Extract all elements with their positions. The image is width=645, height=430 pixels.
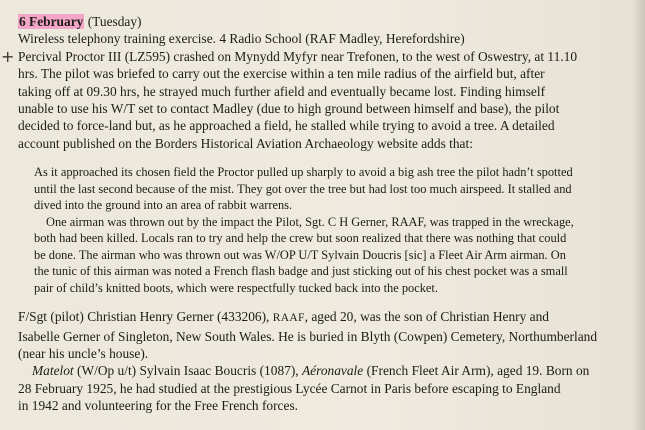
entry-block [18,13,623,152]
entry-line: taking off at 09.30 hrs, he strayed much further afield and eventually became lost. Finding himself [18,83,546,99]
quoted-account [34,164,623,296]
entry-date-highlight: 6 February [19,14,84,29]
entry-date-line [18,13,623,30]
entry-weekday: (Tuesday) [87,14,142,29]
bio-text: F/Sgt (pilot) Christian Henry Gerner (433206), [18,309,273,325]
entry-line: hrs. The pilot was briefed to carry out the exercise within a ten mile radius of the airfield but, after [18,66,545,82]
bio-gerner-line: Isabelle Gerner of Singleton, New South Wales. He is buried in Blyth (Cowpen) Cemetery, Northumberland [18,328,598,344]
entry-line: Wireless telephony training exercise. 4 Radio School (RAF Madley, Herefordshire) [18,31,465,47]
bio-role: Matelot [32,363,74,379]
bio-text: (French Fleet Air Arm), aged 19. Born on [363,363,590,379]
page-edge-shadow [633,0,645,430]
quote-line: until the last second because of the mist. They got over the tree but had lost too much airspeed. It stalled and [34,181,572,196]
bio-gerner-line [18,308,623,327]
bio-text: , aged 20, was the son of Christian Henry and [304,309,549,325]
entry-line: unable to use his W/T set to contact Madley (due to high ground between himself and base), the pilot [18,101,560,117]
quote-line: the tunic of this airman was noted a French flash badge and just sticking out of his chest pocket was a small [34,264,568,279]
entry-line: account published on the Borders Historical Aviation Archaeology website adds that: [18,135,473,151]
bio-boucris-line [18,362,623,379]
quote-line: One airman was thrown out by the impact the Pilot, Sgt. C H Gerner, RAAF, was trapped in the wreckage, [46,214,574,229]
bio-raaf: RAAF [272,312,305,325]
bio-boucris-line: 28 February 1925, he had studied at the prestigious Lycée Carnot in Paris before escaping to England [18,380,561,396]
bio-unit: Aéronavale [302,363,364,379]
margin-mark: + [1,47,15,66]
entry-line: Percival Proctor III (LZ595) crashed on Mynydd Myfyr near Trefonen, to the west of Oswestry, at 11.10 [18,48,578,64]
quote-line: be done. The airman who was thrown out was W/OP U/T Sylvain Doucris [sic] a Fleet Air Arm airman. On [34,247,566,262]
quote-line: As it approached its chosen field the Proctor pulled up sharply to avoid a big ash tree the pilot hadn’t spotted [34,165,573,180]
quote-line: dived into the ground into an area of rabbit warrens. [34,198,293,213]
bio-gerner-line: (near his uncle’s house). [18,346,149,362]
crew-biographies [18,308,623,414]
bio-boucris-line: in 1942 and volunteering for the Free French forces. [18,398,299,414]
quote-line: pair of child’s knitted boots, which were respectfully tucked back into the pocket. [34,280,438,295]
entry-line: decided to force-land but, as he approached a field, he stalled while trying to avoid a tree. A detailed [18,118,555,134]
quote-line: both had been killed. Locals ran to try and help the crew but soon realized that there was nothing that could [34,231,567,246]
bio-text: (W/Op u/t) Sylvain Isaac Boucris (1087), [73,363,302,379]
